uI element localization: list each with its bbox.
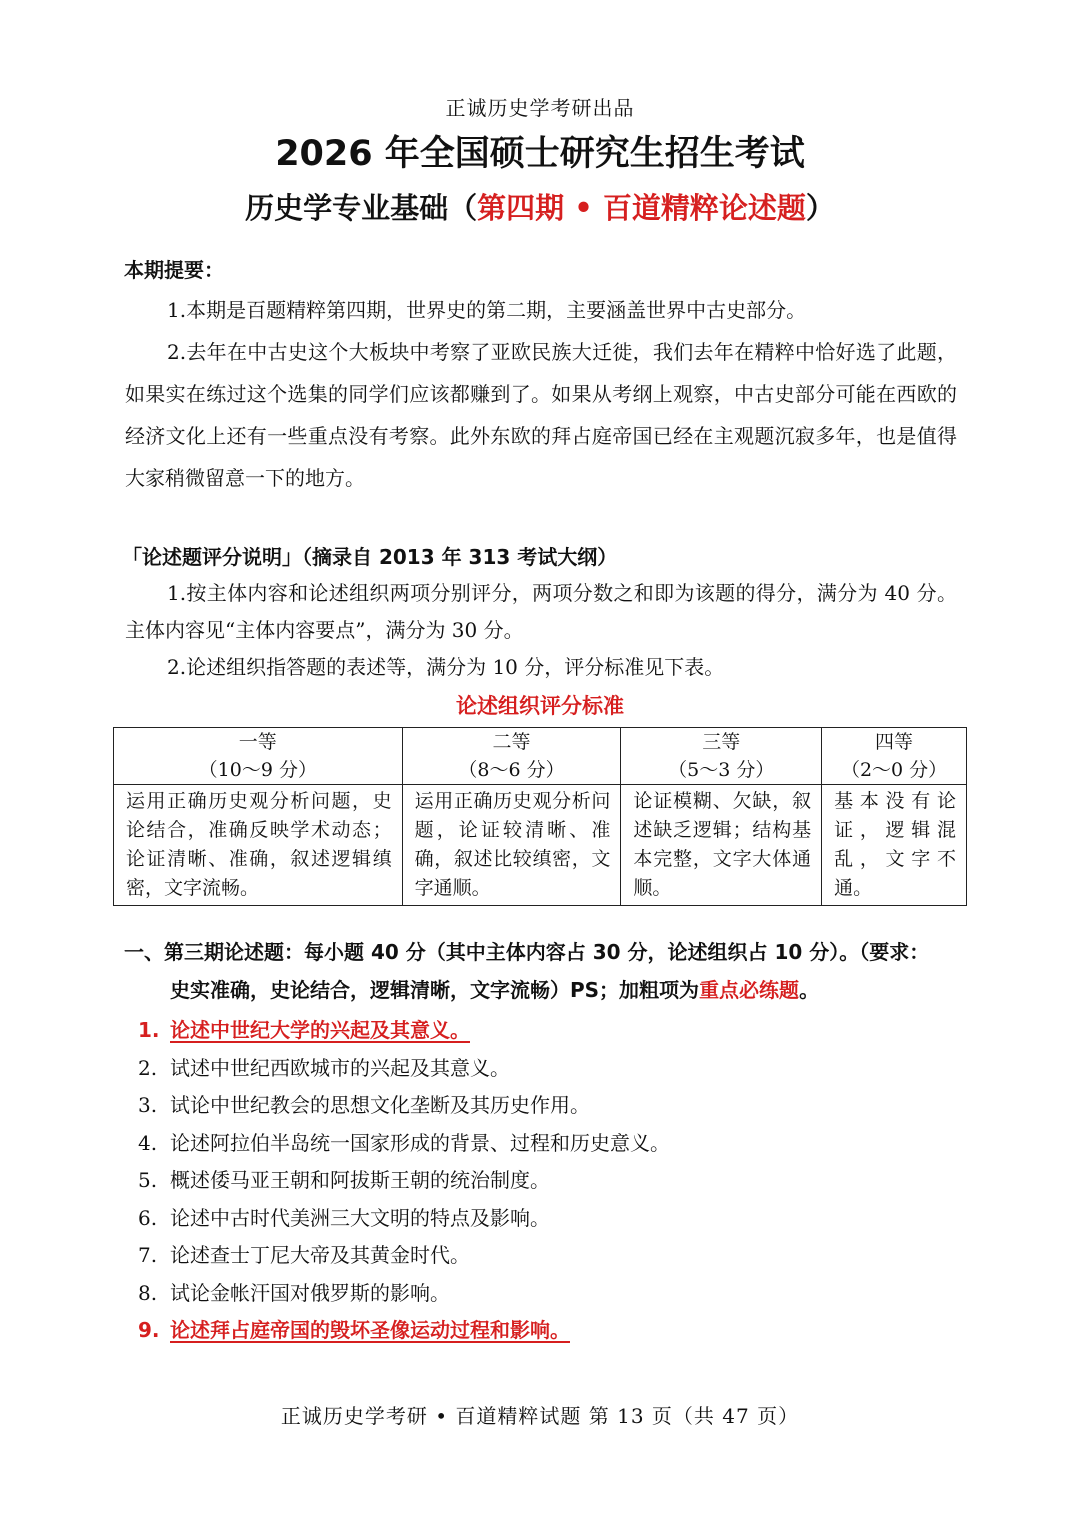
grade-desc: 运用正确历史观分析问题，论证较清晰、准确，叙述比较缜密，文字通顺。 <box>402 785 621 906</box>
question-number: 3. <box>138 1093 158 1117</box>
summary-item-2: 2.去年在中古史这个大板块中考察了亚欧民族大迁徙，我们去年在精粹中恰好选了此题，如果实在练过这个选集的同学们应该都赚到了。如果从考纲上观察，中古史部分可能在西欧的经济文化上还有一些重点没有考察。此外东欧的拜占庭帝国已经在主观题沉寂多年，也是值得大家稍微留意一下的地方。 <box>125 340 957 490</box>
question-text: 论述中世纪大学的兴起及其意义。 <box>170 1018 470 1042</box>
grade-desc: 论证模糊、欠缺，叙述缺乏逻辑；结构基本完整，文字大体通顺。 <box>621 785 822 906</box>
score-table-desc-row <box>114 785 967 906</box>
subtitle-end: ） <box>805 191 835 225</box>
question-text: 试论中世纪教会的思想文化垄断及其历史作用。 <box>170 1093 590 1117</box>
question-text: 概述倭马亚王朝和阿拔斯王朝的统治制度。 <box>170 1168 550 1192</box>
grade-header <box>114 728 403 785</box>
question-number: 2. <box>138 1055 158 1080</box>
exam-subtitle <box>0 186 1080 227</box>
question-text: 论述阿拉伯半岛统一国家形成的背景、过程和历史意义。 <box>170 1130 670 1155</box>
question-item <box>138 1087 958 1125</box>
question-text: 试述中世纪西欧城市的兴起及其意义。 <box>170 1055 510 1080</box>
grade-range: （5～3 分） <box>668 759 775 781</box>
scoring-item-1: 1.按主体内容和论述组织两项分别评分，两项分数之和即为该题的得分，满分为 40 分。主体内容见“主体内容要点”，满分为 30 分。 <box>125 581 957 642</box>
grade-name: 二等 <box>492 731 531 753</box>
question-number: 9. <box>138 1318 160 1342</box>
question-item <box>138 1162 958 1200</box>
question-list <box>138 1012 958 1350</box>
question-number: 5. <box>138 1168 158 1192</box>
question-item <box>138 1312 958 1350</box>
question-text: 试论金帐汗国对俄罗斯的影响。 <box>170 1280 450 1305</box>
grade-name: 一等 <box>238 731 277 753</box>
section-line-2-text: 史实准确，史论结合，逻辑清晰，文字流畅）PS；加粗项为 <box>170 978 700 1002</box>
subtitle-highlight: 第四期 • 百道精粹论述题 <box>477 191 806 225</box>
grade-header <box>621 728 822 785</box>
key-question-label: 重点必练题 <box>699 978 800 1002</box>
question-item <box>138 1125 958 1163</box>
score-table <box>113 727 967 906</box>
section-line-2-end: 。 <box>799 978 820 1002</box>
question-item <box>138 1237 958 1275</box>
question-text: 论述查士丁尼大帝及其黄金时代。 <box>170 1243 470 1267</box>
grade-name: 四等 <box>875 731 914 753</box>
question-text: 论述拜占庭帝国的毁坏圣像运动过程和影响。 <box>170 1318 570 1342</box>
question-number: 6. <box>138 1205 158 1230</box>
subtitle-main: 历史学专业基础（ <box>245 191 478 225</box>
score-table-header-row <box>114 728 967 785</box>
question-item <box>138 1200 958 1238</box>
section-heading <box>124 933 960 1009</box>
question-number: 4. <box>138 1130 158 1155</box>
section-line-1: 一、第三期论述题：每小题 40 分（其中主体内容占 30 分，论述组织占 10 分）。（要求： <box>124 940 930 964</box>
grade-desc: 基本没有论证，逻辑混乱，文字不通。 <box>822 785 967 906</box>
section-line-2 <box>124 971 960 1009</box>
grade-header <box>402 728 621 785</box>
question-number: 7. <box>138 1243 158 1267</box>
grade-desc: 运用正确历史观分析问题，史论结合，准确反映学术动态；论证清晰、准确，叙述逻辑缜密，文字流畅。 <box>114 785 403 906</box>
grade-range: （8～6 分） <box>458 759 565 781</box>
summary-heading: 本期提要： <box>124 258 224 282</box>
exam-title: 2026 年全国硕士研究生招生考试 <box>275 134 805 174</box>
grade-range: （10～9 分） <box>198 759 317 781</box>
score-table-title: 论述组织评分标准 <box>456 694 624 718</box>
question-item <box>138 1012 958 1050</box>
publisher-line: 正诚历史学考研出品 <box>445 96 635 120</box>
page-footer: 正诚历史学考研 • 百道精粹试题 第 13 页（共 47 页） <box>280 1404 800 1428</box>
question-item <box>138 1275 958 1313</box>
grade-header <box>822 728 967 785</box>
scoring-item-2: 2.论述组织指答题的表述等，满分为 10 分，评分标准见下表。 <box>167 655 725 679</box>
question-text: 论述中古时代美洲三大文明的特点及影响。 <box>170 1205 550 1230</box>
grade-range: （2～0 分） <box>840 759 948 781</box>
question-number: 8. <box>138 1280 158 1305</box>
question-number: 1. <box>138 1018 160 1042</box>
grade-name: 三等 <box>702 731 741 753</box>
scoring-heading: 「论述题评分说明」（摘录自 2013 年 313 考试大纲） <box>122 545 618 569</box>
summary-item-1: 1.本期是百题精粹第四期，世界史的第二期，主要涵盖世界中古史部分。 <box>167 298 807 322</box>
question-item <box>138 1050 958 1088</box>
